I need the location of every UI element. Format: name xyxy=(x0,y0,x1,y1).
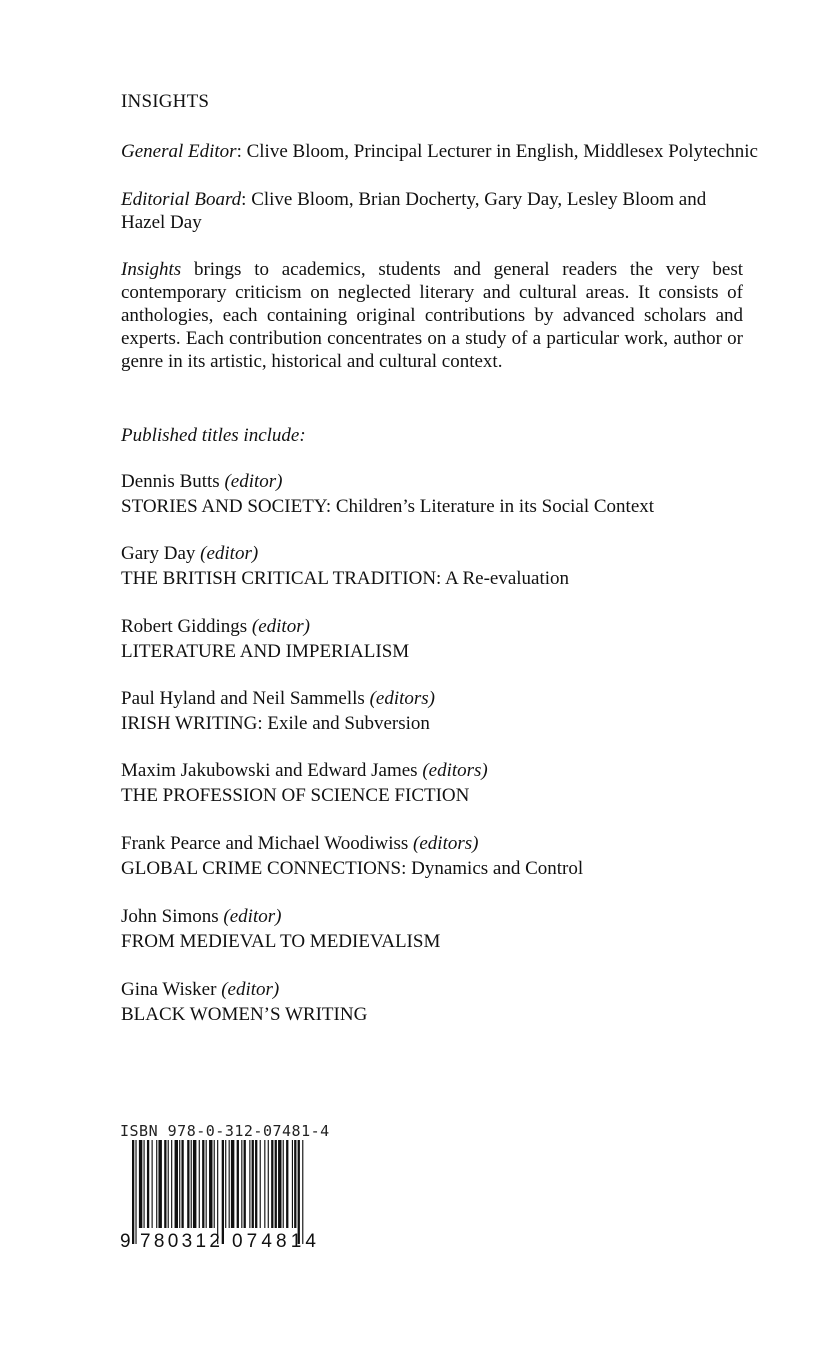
barcode-bar xyxy=(275,1140,277,1228)
barcode-bar xyxy=(294,1140,296,1228)
book-title: THE BRITISH CRITICAL TRADITION: A Re-evaluation xyxy=(121,568,570,589)
barcode-bar xyxy=(158,1140,161,1228)
general-editor-text: : Clive Bloom, Principal Lecturer in English, Middlesex Polytechnic xyxy=(236,141,758,162)
barcode-bar xyxy=(181,1140,183,1228)
title-editor: Robert Giddings xyxy=(121,616,248,637)
barcode-bar xyxy=(255,1140,257,1228)
barcode-bar xyxy=(292,1140,293,1228)
general-editor-line xyxy=(121,140,758,163)
barcode-bar xyxy=(206,1140,207,1228)
barcode-bar xyxy=(139,1140,142,1228)
title-editor: Gina Wisker xyxy=(121,979,217,1000)
title-editor: Dennis Butts xyxy=(121,471,220,492)
isbn-number: ISBN 978-0-312-07481-4 xyxy=(120,1122,330,1140)
barcode-bar xyxy=(156,1140,157,1228)
title-entry xyxy=(121,904,440,954)
barcode-bars xyxy=(132,1140,303,1244)
barcode-bar xyxy=(214,1140,215,1228)
barcode-bar xyxy=(171,1140,172,1228)
barcode-bar xyxy=(179,1140,180,1228)
barcode-bar xyxy=(225,1140,226,1228)
title-role: (editor) xyxy=(223,906,282,927)
title-editor: Maxim Jakubowski and Edward James xyxy=(121,760,418,781)
description-text: brings to academics, students and general readers the very best contemporary criticism on neglected literary and cultural areas. It consists of anthologies, each containing original contributions by advanced scholars and experts. Each contribution concentrates on a study of a particular work, author or genre in its artistic, historical and cultural context. xyxy=(121,259,743,372)
title-entry xyxy=(121,541,569,591)
isbn-barcode xyxy=(118,1138,334,1250)
barcode-bar xyxy=(231,1140,234,1228)
title-editor: Gary Day xyxy=(121,543,196,564)
barcode-bar xyxy=(147,1140,149,1228)
title-entry xyxy=(121,831,583,881)
title-role: (editor) xyxy=(251,616,310,637)
title-role: (editor) xyxy=(224,471,283,492)
published-titles-heading: Published titles include: xyxy=(121,425,306,446)
title-editor: Frank Pearce and Michael Woodiwiss xyxy=(121,833,409,854)
barcode-digits-right: 074814 xyxy=(232,1231,316,1250)
editorial-board-text: : Clive Bloom, Brian Docherty, Gary Day, Lesley Bloom and Hazel Day xyxy=(121,189,707,233)
book-title: GLOBAL CRIME CONNECTIONS: Dynamics and Control xyxy=(121,858,584,879)
barcode-bar xyxy=(237,1140,239,1228)
barcode-bar xyxy=(222,1140,224,1244)
title-role: (editors) xyxy=(369,688,435,709)
book-title: LITERATURE AND IMPERIALISM xyxy=(121,641,410,662)
barcode-bar xyxy=(241,1140,242,1228)
title-entry xyxy=(121,758,488,808)
barcode-bar xyxy=(144,1140,145,1228)
barcode-bar xyxy=(298,1140,300,1244)
book-title: THE PROFESSION OF SCIENCE FICTION xyxy=(121,785,470,806)
book-title: STORIES AND SOCIETY: Children’s Literature in its Social Context xyxy=(121,496,655,517)
barcode-bar xyxy=(286,1140,288,1228)
barcode-bar xyxy=(187,1140,189,1228)
barcode-bar xyxy=(260,1140,261,1228)
barcode-bar xyxy=(264,1140,265,1228)
barcode-bar xyxy=(132,1140,134,1244)
editorial-board-label: Editorial Board xyxy=(121,189,242,210)
barcode-bar xyxy=(302,1140,303,1244)
barcode-bar xyxy=(283,1140,284,1228)
barcode-bar xyxy=(175,1140,178,1228)
barcode-digits-left: 780312 xyxy=(140,1231,220,1250)
barcode-bar xyxy=(191,1140,192,1228)
barcode-bar xyxy=(164,1140,166,1228)
barcode-bar xyxy=(244,1140,246,1228)
barcode-bar xyxy=(229,1140,230,1228)
barcode-bar xyxy=(168,1140,169,1228)
series-description xyxy=(121,258,743,373)
description-lead: Insights xyxy=(121,259,182,280)
book-title: IRISH WRITING: Exile and Subversion xyxy=(121,713,430,734)
title-entry xyxy=(121,977,367,1027)
title-role: (editor) xyxy=(221,979,280,1000)
editorial-board-line xyxy=(121,188,751,234)
book-title: FROM MEDIEVAL TO MEDIEVALISM xyxy=(121,931,441,952)
barcode-bar xyxy=(193,1140,196,1228)
barcode-bar xyxy=(152,1140,153,1228)
barcode-bar xyxy=(271,1140,273,1228)
title-role: (editors) xyxy=(413,833,479,854)
barcode-bar xyxy=(268,1140,269,1228)
barcode-bar xyxy=(217,1140,218,1244)
barcode-bar xyxy=(249,1140,250,1228)
title-editor: Paul Hyland and Neil Sammells xyxy=(121,688,365,709)
barcode-bar xyxy=(202,1140,204,1228)
title-entry xyxy=(121,614,409,664)
barcode-bar xyxy=(209,1140,212,1228)
title-entry xyxy=(121,686,435,736)
title-role: (editors) xyxy=(422,760,488,781)
general-editor-label: General Editor xyxy=(121,141,237,162)
barcode-digit-first: 9 xyxy=(120,1231,131,1250)
barcode-bar xyxy=(278,1140,281,1228)
barcode-bar xyxy=(252,1140,254,1228)
book-title: BLACK WOMEN’S WRITING xyxy=(121,1004,368,1025)
barcode-bar xyxy=(199,1140,200,1228)
title-entry xyxy=(121,469,654,519)
barcode-bar xyxy=(135,1140,136,1244)
title-role: (editor) xyxy=(200,543,259,564)
series-title: INSIGHTS xyxy=(121,91,210,112)
title-editor: John Simons xyxy=(121,906,219,927)
